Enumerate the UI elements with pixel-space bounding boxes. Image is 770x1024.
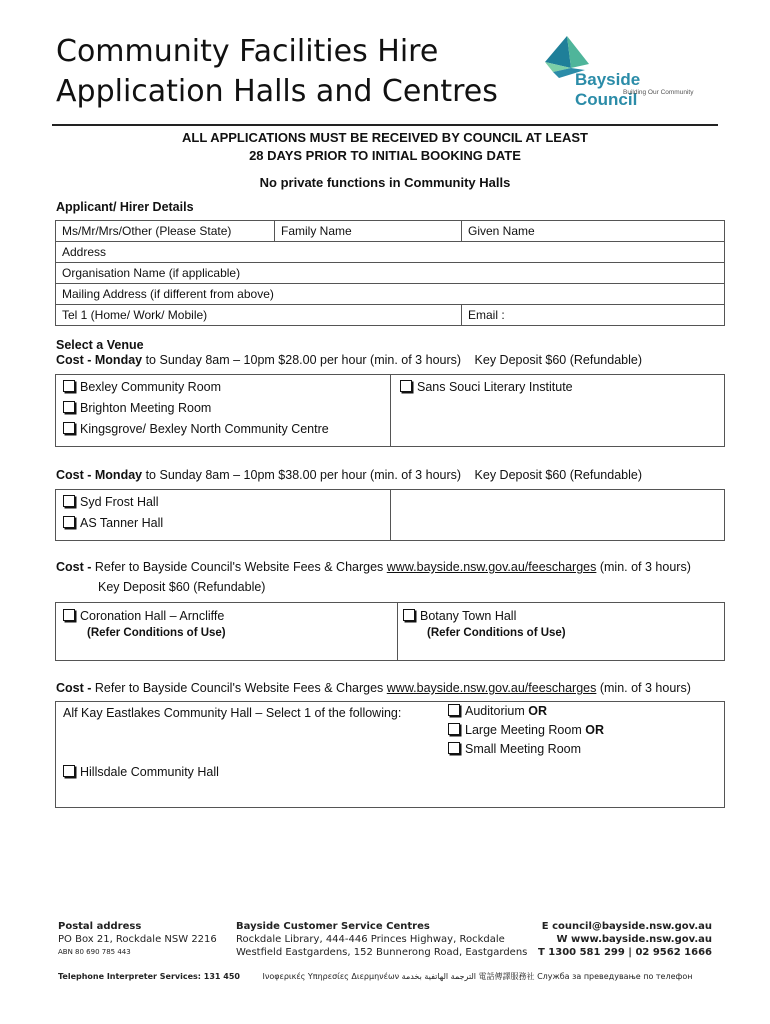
- divider: [390, 375, 391, 446]
- option-syd-frost[interactable]: [63, 492, 163, 513]
- venue-group-4: [55, 701, 725, 808]
- telephone-field[interactable]: Tel 1 (Home/ Work/ Mobile): [56, 305, 462, 326]
- option-large-meeting[interactable]: [448, 721, 604, 740]
- option-label: Large Meeting Room: [465, 723, 582, 737]
- venue-group-1-left: [63, 377, 329, 440]
- venue-group-3: [55, 602, 725, 661]
- notice-line-3: No private functions in Community Halls: [259, 175, 511, 190]
- deposit-1: Key Deposit $60 (Refundable): [474, 353, 642, 367]
- option-auditorium[interactable]: [448, 702, 604, 721]
- option-bexley[interactable]: [63, 377, 329, 398]
- option-kingsgrove[interactable]: [63, 419, 329, 440]
- option-label: Kingsgrove/ Bexley North Community Centre: [80, 422, 329, 436]
- cost-2-text: to Sunday 8am – 10pm $38.00 per hour (min. of 3 hours): [142, 468, 462, 482]
- title-line-1: Community Facilities Hire: [56, 34, 439, 69]
- footer-email[interactable]: E council@bayside.nsw.gov.au: [541, 921, 712, 932]
- checkbox-icon[interactable]: [63, 609, 75, 621]
- deposit-2: Key Deposit $60 (Refundable): [474, 468, 642, 482]
- option-coronation[interactable]: [63, 606, 226, 639]
- cost-3-label: Cost -: [56, 560, 92, 574]
- option-small-meeting[interactable]: [448, 740, 604, 759]
- cost-4-text: Refer to Bayside Council's Website Fees & Charges: [91, 681, 387, 695]
- checkbox-icon[interactable]: [448, 742, 460, 754]
- postal-line-1: PO Box 21, Rockdale NSW 2216: [58, 934, 217, 945]
- email-field[interactable]: Email :: [462, 305, 725, 326]
- title-field[interactable]: Ms/Mr/Mrs/Other (Please State): [56, 221, 275, 242]
- option-sans-souci[interactable]: [400, 377, 573, 398]
- interpreter-languages: Ινοφερικές Υπηρεσίες Διερμηνέων الترجمة الهاتفية بخدمة 電話傳譯服務社 Служба за преведување по телефон: [262, 972, 693, 981]
- checkbox-icon[interactable]: [63, 765, 75, 777]
- divider: [390, 490, 391, 540]
- centres-heading: Bayside Customer Service Centres: [236, 921, 430, 932]
- checkbox-icon[interactable]: [400, 380, 412, 392]
- option-label: Brighton Meeting Room: [80, 401, 212, 415]
- footer-interpreter: [58, 970, 692, 983]
- cost-3-min: (min. of 3 hours): [596, 560, 691, 574]
- postal-abn: ABN 80 690 785 443: [58, 948, 131, 956]
- title-line-2: Application Halls and Centres: [56, 74, 498, 109]
- option-label: Syd Frost Hall: [80, 495, 159, 509]
- organisation-field[interactable]: Organisation Name (if applicable): [56, 263, 725, 284]
- option-as-tanner[interactable]: [63, 513, 163, 534]
- or-label: OR: [585, 723, 604, 737]
- checkbox-icon[interactable]: [63, 495, 75, 507]
- checkbox-icon[interactable]: [448, 704, 460, 716]
- venue-group-2: [55, 489, 725, 541]
- cost-1-label: Cost - Monday: [56, 353, 143, 367]
- mailing-address-field[interactable]: Mailing Address (if different from above): [56, 284, 725, 305]
- family-name-field[interactable]: Family Name: [275, 221, 462, 242]
- cost-line-4: [56, 681, 726, 695]
- venue-group-1-right: [400, 377, 573, 398]
- cost-1-text: to Sunday 8am – 10pm $28.00 per hour (min. of 3 hours): [142, 353, 462, 367]
- cost-line-2: [56, 468, 726, 482]
- bayside-council-logo: [545, 34, 705, 109]
- option-label: AS Tanner Hall: [80, 516, 164, 530]
- footer-postal: [58, 920, 217, 959]
- checkbox-icon[interactable]: [403, 609, 415, 621]
- cost-3-text: Refer to Bayside Council's Website Fees & Charges: [91, 560, 387, 574]
- page-title: [56, 32, 498, 112]
- cost-line-1: [56, 353, 726, 367]
- checkbox-icon[interactable]: [63, 516, 75, 528]
- fees-charges-link[interactable]: www.bayside.nsw.gov.au/feescharges: [386, 560, 597, 574]
- footer-contact: [490, 920, 712, 959]
- checkbox-icon[interactable]: [63, 380, 75, 392]
- footer-phone: T 1300 581 299 | 02 9562 1666: [537, 947, 712, 958]
- divider: [397, 603, 398, 660]
- venue-group-2-left: [63, 492, 163, 534]
- option-label: Small Meeting Room: [465, 742, 582, 756]
- logo-name: Bayside Council: [575, 70, 641, 109]
- cost-line-3: [56, 560, 726, 574]
- footer-web[interactable]: W www.bayside.nsw.gov.au: [556, 934, 712, 945]
- header-divider: [52, 124, 718, 126]
- alf-kay-label: Alf Kay Eastlakes Community Hall – Select 1 of the following:: [63, 706, 402, 720]
- option-label: Coronation Hall – Arncliffe: [80, 609, 225, 623]
- applicant-heading: Applicant/ Hirer Details: [56, 200, 194, 214]
- option-hillsdale[interactable]: [63, 762, 219, 783]
- fees-charges-link[interactable]: www.bayside.nsw.gov.au/feescharges: [386, 681, 597, 695]
- centres-line-2: Westfield Eastgardens, 152 Bunnerong Road, Eastgardens: [236, 947, 528, 958]
- option-label: Auditorium: [465, 704, 525, 718]
- postal-heading: Postal address: [58, 921, 142, 932]
- checkbox-icon[interactable]: [448, 723, 460, 735]
- address-field[interactable]: Address: [56, 242, 725, 263]
- cost-2-label: Cost - Monday: [56, 468, 143, 482]
- cost-4-min: (min. of 3 hours): [596, 681, 691, 695]
- option-label: Hillsdale Community Hall: [80, 765, 219, 779]
- given-name-field[interactable]: Given Name: [462, 221, 725, 242]
- option-label: Botany Town Hall: [420, 609, 517, 623]
- option-brighton[interactable]: [63, 398, 329, 419]
- checkbox-icon[interactable]: [63, 422, 75, 434]
- option-label: Sans Souci Literary Institute: [417, 380, 573, 394]
- notice-line-1: ALL APPLICATIONS MUST BE RECEIVED BY COUNCIL AT LEAST: [182, 130, 588, 145]
- venue-group-1: [55, 374, 725, 447]
- footer-centres: [236, 920, 527, 959]
- deposit-3: Key Deposit $60 (Refundable): [98, 580, 266, 594]
- alf-kay-options: [448, 702, 604, 759]
- refer-conditions: (Refer Conditions of Use): [87, 627, 226, 639]
- option-botany[interactable]: [403, 606, 566, 639]
- checkbox-icon[interactable]: [63, 401, 75, 413]
- centres-line-1: Rockdale Library, 444-446 Princes Highway, Rockdale: [236, 934, 505, 945]
- notice-line-2: 28 DAYS PRIOR TO INITIAL BOOKING DATE: [249, 148, 521, 163]
- venue-heading: Select a Venue: [56, 338, 144, 352]
- applicant-table: [55, 220, 725, 326]
- refer-conditions: (Refer Conditions of Use): [427, 627, 566, 639]
- interpreter-label: Telephone Interpreter Services: 131 450: [58, 972, 240, 981]
- option-label: Bexley Community Room: [80, 380, 222, 394]
- or-label: OR: [528, 704, 547, 718]
- logo-tagline: Building Our Community: [623, 89, 694, 96]
- cost-4-label: Cost -: [56, 681, 92, 695]
